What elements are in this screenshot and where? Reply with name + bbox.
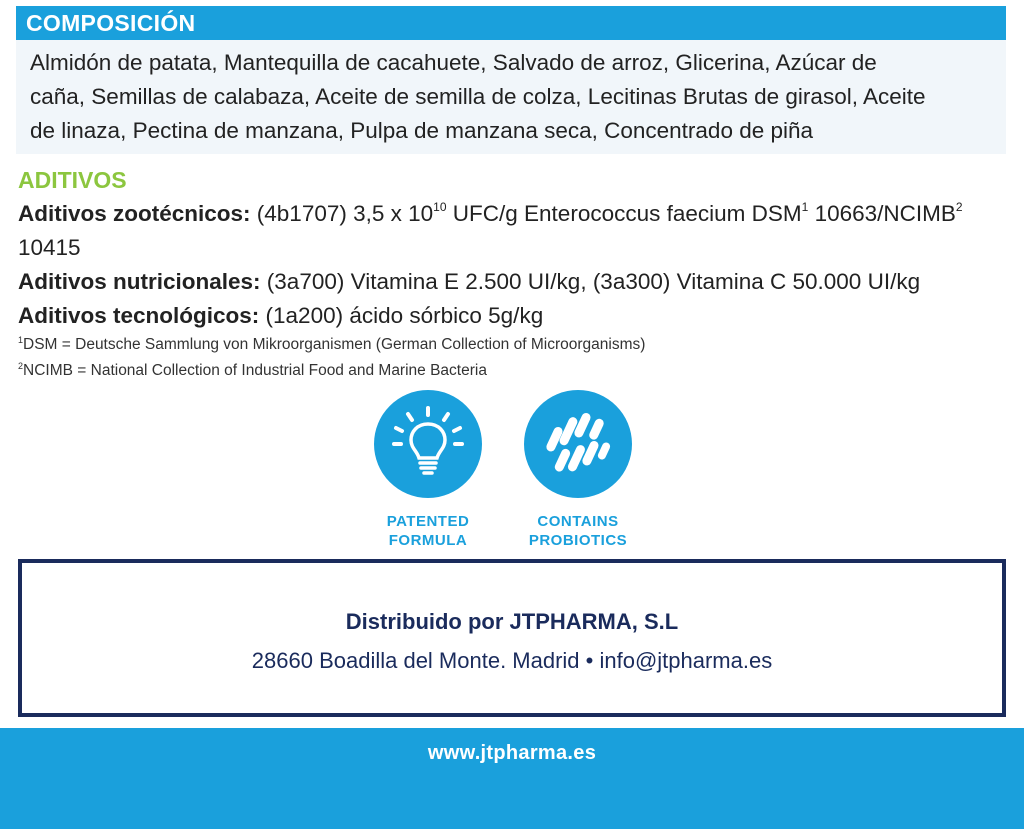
aditivos-zootecnicos-cont: 10415 (18, 235, 81, 260)
badge-caption-line: CONTAINS (537, 513, 619, 530)
footnote-mark: 1 (18, 335, 24, 345)
aditivos-list (18, 197, 1008, 333)
aditivos-nutricionales-text: (3a700) Vitamina E 2.500 UI/kg, (3a300) Vitamina C 50.000 UI/kg (260, 269, 921, 294)
aditivos-zootecnicos-text: 10663/NCIMB (808, 201, 956, 226)
footnotes (18, 332, 1008, 384)
footnote (18, 358, 1008, 384)
footnote-text: DSM = Deutsche Sammlung von Mikroorganismen (German Collection of Microorganisms) (23, 336, 646, 353)
footnote-mark: 2 (18, 361, 24, 371)
badge-caption (508, 512, 648, 550)
aditivos-nutricionales-label: Aditivos nutricionales: (18, 269, 261, 294)
footer-bar (0, 728, 1024, 829)
footnote-mark: 2 (955, 200, 963, 214)
distributor-title: Distribuido por JTPHARMA, S.L (345, 609, 679, 634)
aditivos-tecnologicos-text: (1a200) ácido sórbico 5g/kg (259, 303, 544, 328)
aditivos-tecnologicos-label: Aditivos tecnológicos: (18, 303, 260, 328)
footnote (18, 332, 1008, 358)
lightbulb-icon (388, 404, 468, 484)
footnote-mark: 1 (801, 200, 809, 214)
badge-caption-line: PATENTED (386, 513, 470, 530)
badge-caption-line: PROBIOTICS (528, 532, 628, 549)
distributor-address: 28660 Boadilla del Monte. Madrid • info@jtpharma.es (251, 648, 773, 673)
aditivos-title: ADITIVOS (18, 167, 127, 193)
composicion-line: de linaza, Pectina de manzana, Pulpa de manzana seca, Concentrado de piña (30, 118, 814, 143)
aditivos-zootecnicos-text: UFC/g Enterococcus faecium DSM (446, 201, 802, 226)
badge-circle (374, 390, 482, 498)
badge-caption-line: FORMULA (388, 532, 468, 549)
badge-circle (524, 390, 632, 498)
website-link[interactable]: www.jtpharma.es (427, 742, 597, 764)
exponent: 10 (433, 200, 447, 214)
aditivos-zootecnicos-text: (4b1707) 3,5 x 10 (250, 201, 434, 226)
aditivos-zootecnicos-label: Aditivos zootécnicos: (18, 201, 251, 226)
composicion-header: COMPOSICIÓN (16, 6, 1006, 40)
distributor-box (18, 559, 1006, 717)
footnote-text: NCIMB = National Collection of Industrial Food and Marine Bacteria (23, 362, 487, 379)
composicion-text (16, 40, 1006, 154)
composicion-line: caña, Semillas de calabaza, Aceite de semilla de colza, Lecitinas Brutas de girasol, Aceite (30, 84, 926, 109)
badge-contains-probiotics (508, 390, 648, 550)
composicion-line: Almidón de patata, Mantequilla de cacahuete, Salvado de arroz, Glicerina, Azúcar de (30, 50, 877, 75)
aditivos-tecnologicos (18, 299, 1008, 333)
badge-caption (358, 512, 498, 550)
aditivos-nutricionales (18, 265, 1008, 299)
aditivos-zootecnicos (18, 197, 1008, 231)
badge-patented-formula (358, 390, 498, 550)
probiotics-icon (538, 404, 618, 484)
